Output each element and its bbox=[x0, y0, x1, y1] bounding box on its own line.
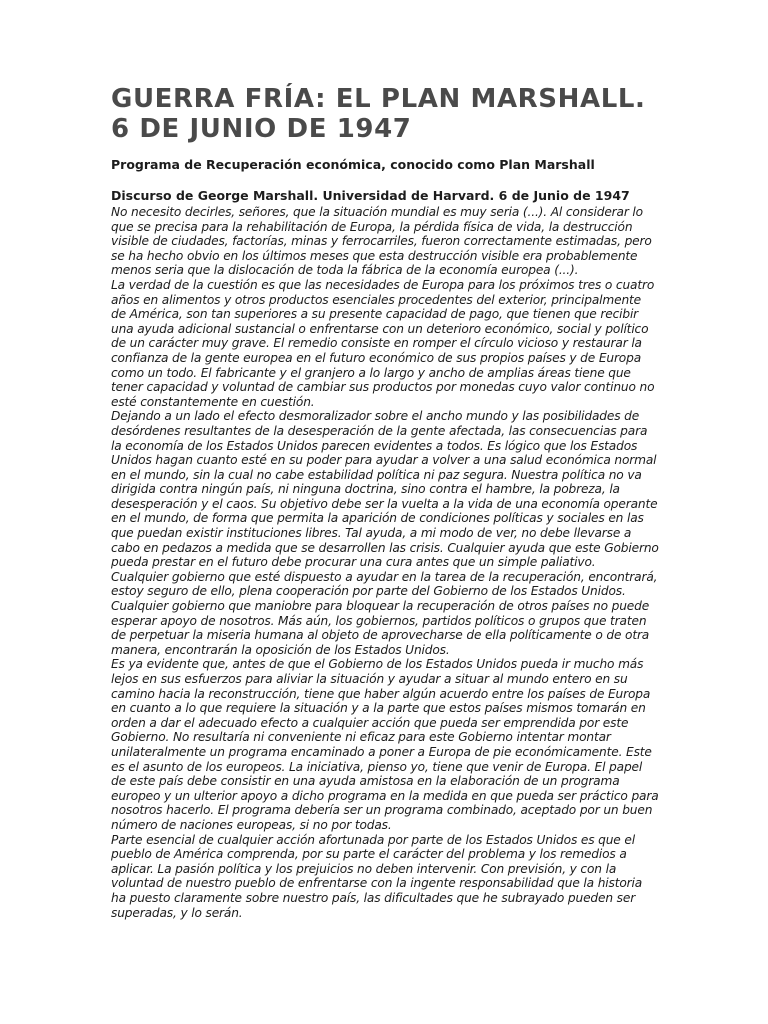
paragraph: La verdad de la cuestión es que las necesidades de Europa para los próximos tres o cuatro años en alimentos y otros productos esenciales procedentes del exterior, principalmente de América, son tan superiores a su presente capacidad de pago, que tienen que recibir una ayuda adicional sustancial o enfrentarse con un deterioro económico, social y político de un carácter muy grave. El remedio consiste en romper el círculo vicioso y restaurar la confianza de la gente europea en el futuro económico de sus propios países y de Europa como un todo. El fabricante y el granjero a lo largo y ancho de amplias áreas tiene que tener capacidad y voluntad de cambiar sus productos por monedas cuyo valor continuo no esté constantemente en cuestión. bbox=[111, 277, 655, 409]
paragraph: Cualquier gobierno que esté dispuesto a ayudar en la tarea de la recuperación, encontrará, estoy seguro de ello, plena cooperación por parte del Gobierno de los Estados Unidos. Cualquier gobierno que maniobre para bloquear la recuperación de otros países no puede esperar apoyo de nosotros. Más aún, los gobiernos, partidos políticos o grupos que traten de perpetuar la miseria humana al objeto de aprovecharse de ella políticamente o de otra manera, encontrarán la oposición de los Estados Unidos. bbox=[111, 569, 658, 657]
paragraph: Es ya evidente que, antes de que el Gobierno de los Estados Unidos pueda ir mucho más lejos en sus esfuerzos para aliviar la situación y ayudar a situar al mundo entero en su camino hacia la reconstrucción, tiene que haber algún acuerdo entre los países de Europa en cuanto a lo que requiere la situación y a la parte que estos países mismos tomarán en orden a dar el adecuado efecto a cualquier acción que pueda ser emprendida por este Gobierno. No resultaría ni conveniente ni eficaz para este Gobierno intentar montar unilateralmente un programa encaminado a poner a Europa de pie económicamente. Este es el asunto de los europeos. La iniciativa, pienso yo, tiene que venir de Europa. El papel de este país debe consistir en una ayuda amistosa en la elaboración de un programa europeo y un ulterior apoyo a dicho programa en la medida en que pueda ser práctico para nosotros hacerlo. El programa debería ser un programa combinado, aceptado por un buen número de naciones europeas, si no por todas. bbox=[111, 657, 659, 832]
speech-heading: Discurso de George Marshall. Universidad de Harvard. 6 de Junio de 1947 bbox=[111, 188, 630, 203]
paragraph: Parte esencial de cualquier acción afortunada por parte de los Estados Unidos es que el pueblo de América comprenda, por su parte el carácter del problema y los remedios a aplicar. La pasión política y los prejuicios no deben intervenir. Con previsión, y con la voluntad de nuestro pueblo de enfrentarse con la ingente responsabilidad que la historia ha puesto claramente sobre nuestro país, las dificultades que he subrayado pueden ser superadas, y lo serán. bbox=[111, 832, 643, 920]
document-page bbox=[111, 0, 659, 1024]
paragraph: Dejando a un lado el efecto desmoralizador sobre el ancho mundo y las posibilidades de desórdenes resultantes de la desesperación de la gente afectada, las consecuencias para la economía de los Estados Unidos parecen evidentes a todos. Es lógico que los Estados Unidos hagan cuanto esté en su poder para ayudar a volver a una salud económica normal en el mundo, sin la cual no cabe estabilidad política ni paz segura. Nuestra política no va dirigida contra ningún país, ni ninguna doctrina, sino contra el hambre, la pobreza, la desesperación y el caos. Su objetivo debe ser la vuelta a la vida de una economía operante en el mundo, de forma que permita la aparición de condiciones políticas y sociales en las que puedan existir instituciones libres. Tal ayuda, a mi modo de ver, no debe llevarse a cabo en pedazos a medida que se desarrollen las crisis. Cualquier ayuda que este Gobierno pueda prestar en el futuro debe procurar una cura antes que un simple paliativo. bbox=[111, 409, 659, 570]
paragraph: No necesito decirles, señores, que la situación mundial es muy seria (...). Al considerar lo que se precisa para la rehabilitación de Europa, la pérdida física de vida, la destrucción visible de ciudades, factorías, minas y ferrocarriles, fueron correctamente estimadas, pero se ha hecho obvio en los últimos meses que esta destrucción visible era probablemente menos seria que la dislocación de toda la fábrica de la economía europea (...). bbox=[111, 205, 652, 278]
speech-body bbox=[111, 205, 659, 920]
document-title: GUERRA FRÍA: EL PLAN MARSHALL. 6 DE JUNIO DE 1947 bbox=[111, 84, 646, 144]
document-subtitle: Programa de Recuperación económica, conocido como Plan Marshall bbox=[111, 157, 595, 172]
